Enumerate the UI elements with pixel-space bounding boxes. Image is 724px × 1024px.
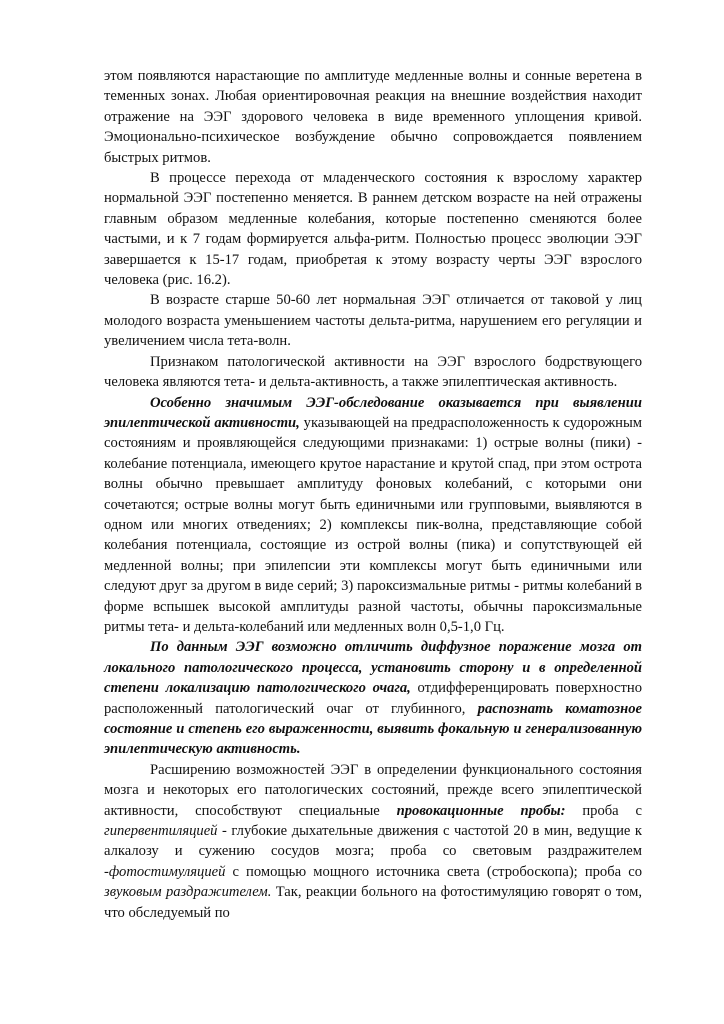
term-photostimulation: фотостимуляцией <box>108 863 226 880</box>
emphasis-provocative-tests: провокационные пробы: <box>379 802 566 819</box>
paragraph-6-text: отдифференцировать поверхностно расположенный патологический очаг от глубинного, <box>104 680 643 717</box>
emphasis-eeg-diagnostics: По данным ЭЭГ возможно отличить диффузное поражение мозга от локального патологического процесса, установить сторону и в определенной степени локализацию патологического очага, <box>104 639 642 697</box>
paragraph-5-text: указывающей на предрасположенность к судорожным состояниям и проявляющейся следующими признаками: 1) острые волны (пики) - колебание потенциала, имеющего крутое нарастание и крутой спад, при этом острота волны обычно превышает амплитуду фоновых колебаний, с которыми они сочетаются; острые волны могут быть единичными или групповыми, выявляются в одном или многих отведениях; 2) комплексы пик-волна, представляющие собой колебания потенциала, состоящие из острой волны (пика) и сопутствующей ей медленной волны; при эпилепсии эти комплексы могут быть единичными или следуют друг за другом в виде серий; 3) пароксизмальные ритмы - ритмы колебаний в форме вспышек высокой амплитуды разной частоты, обычны пароксизмальные ритмы тета- и дельта-колебаний или медленных волн 0,5-1,0 Гц. <box>104 414 643 635</box>
document-page <box>104 66 642 923</box>
paragraph-7-text-3: - глубокие дыхательные движения с частотой 20 в мин, ведущие к алкалозу и сужению сосудов мозга; проба со световым раздражителем - <box>104 823 642 880</box>
paragraph-7-text-2: проба с <box>565 802 642 819</box>
paragraph-7-text-4: с помощью мощного источника света (стробоскопа); проба со <box>225 863 642 880</box>
term-sound-stimulus: звуковым раздражителем. <box>104 884 272 901</box>
paragraph-7-text-1: Расширению возможностей ЭЭГ в определении функционального состояния мозга и некоторых его патологических состояний, прежде всего эпилептической активности, способствуют специальные <box>104 761 642 819</box>
paragraph-2: В процессе перехода от младенческого состояния к взрослому характер нормальной ЭЭГ постепенно меняется. В раннем детском возрасте на ней отражены главным образом медленные колебания, которые постепенно сменяются более частыми, и к 7 годам формируется альфа-ритм. Полностью процесс эволюции ЭЭГ завершается к 15-17 годам, приобретая к этому возрасту черты ЭЭГ взрослого человека (рис. 16.2). <box>104 170 642 289</box>
paragraph-5 <box>104 393 642 638</box>
paragraph-7-text-5: Так, реакции больного на фотостимуляцию говорят о том, что обследуемый по <box>104 884 642 921</box>
paragraph-3: В возрасте старше 50-60 лет нормальная ЭЭГ отличается от таковой у лиц молодого возраста уменьшением частоты дельта-ритма, нарушением его регуляции и увеличением числа тета-волн. <box>104 292 642 350</box>
term-hyperventilation: гипервентиляцией <box>104 823 218 840</box>
emphasis-epileptic-activity: Особенно значимым ЭЭГ-обследование оказывается при выявлении эпилептической активности, <box>104 394 642 431</box>
emphasis-coma-recognition: распознать коматозное состояние и степень его выраженности, выявить фокальную и генерализованную эпилептическую активность. <box>104 700 643 758</box>
paragraph-7 <box>104 760 642 923</box>
paragraph-4: Признаком патологической активности на ЭЭГ взрослого бодрствующего человека являются тета- и дельта-активность, а также эпилептическая активность. <box>104 353 642 391</box>
paragraph-1: этом появляются нарастающие по амплитуде медленные волны и сонные веретена в теменных зонах. Любая ориентировочная реакция на внешние воздействия находит отражение на ЭЭГ здорового человека в виде временного уплощения кривой. Эмоционально-психическое возбуждение обычно сопровождается появлением быстрых ритмов. <box>104 68 642 166</box>
paragraph-6 <box>104 637 642 759</box>
